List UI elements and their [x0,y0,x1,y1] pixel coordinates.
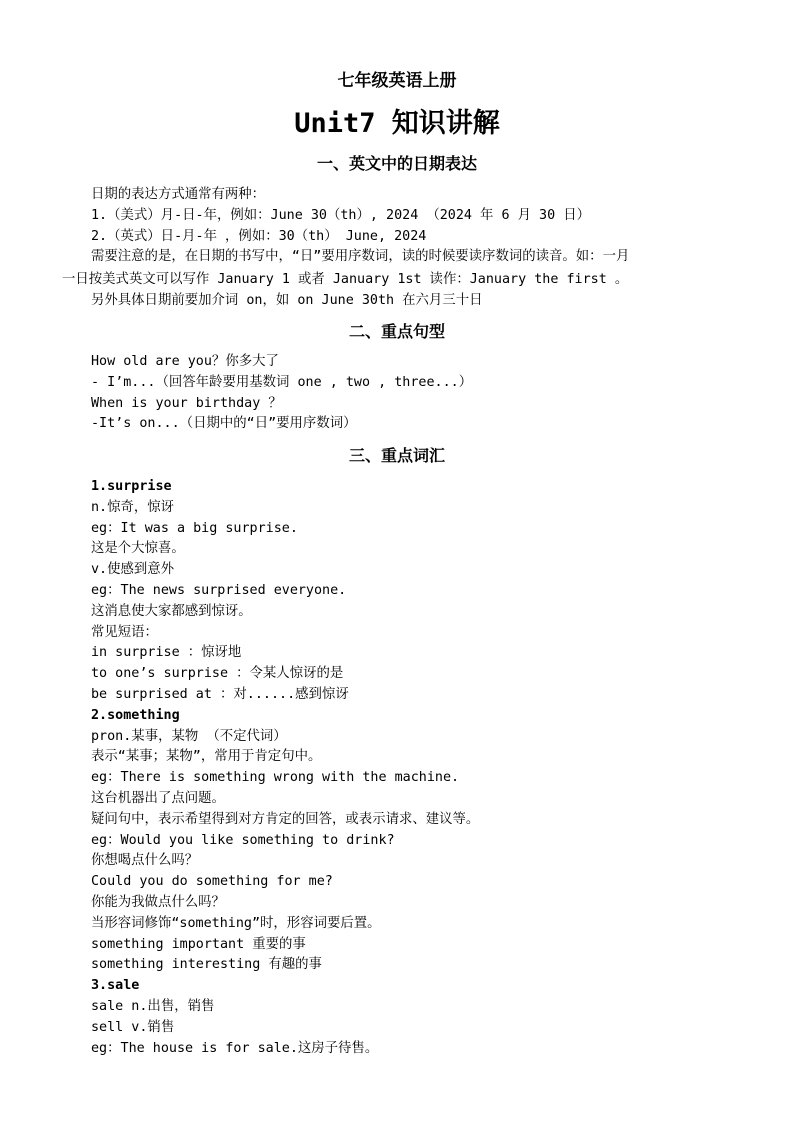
section-heading-dates: 一、英文中的日期表达 [316,154,477,173]
text-line: 你想喝点什么吗？ [91,853,199,869]
section-vocabulary-body [91,477,741,1059]
text-line: sale n.出售，销售 [91,998,215,1014]
text-line: 1.（美式）月-日-年，例如：June 30（th）, 2024 （2024 年 6 月 30 日） [91,207,591,223]
text-line: 需要注意的是，在日期的书写中，“日”要用序数词，读的时候要读序数词的读音。如：一月 [91,249,630,265]
text-line: something interesting 有趣的事 [91,957,322,973]
text-line: something important 重要的事 [91,936,306,952]
text-line: eg：The news surprised everyone. [91,582,347,598]
text-line: v.使感到意外 [91,562,175,578]
text-line: 你能为我做点什么吗？ [91,894,225,910]
text-line: 当形容词修饰“something”时，形容词要后置。 [91,915,381,931]
text-line: 表示“某事；某物”，常用于肯定句中。 [91,749,322,765]
text-line: eg：The house is for sale.这房子待售。 [91,1040,379,1056]
text-line: in surprise ：惊讶地 [91,645,242,661]
unit-title: Unit7 知识讲解 [294,108,500,139]
text-line: - I’m...（回答年龄要用基数词 one , two , three...） [91,374,473,390]
text-line: -It’s on...（日期中的“日”要用序数词） [91,416,357,432]
text-line-wrapped: 一日按美式英文可以写作 January 1 或者 January 1st 读作：January the first 。 [62,272,629,287]
text-line: 疑问句中，表示希望得到对方肯定的回答，或表示请求、建议等。 [91,811,480,827]
text-line: How old are you？你多大了 [91,354,279,369]
text-line: 2.（英式）日-月-年 ，例如：30（th） June, 2024 [91,228,427,244]
text-line: eg：There is something wrong with the machine. [91,770,460,786]
grade-title: 七年级英语上册 [337,71,457,91]
text-line: Could you do something for me? [91,874,333,890]
section-heading-sentences: 二、重点句型 [348,322,445,341]
vocab-term-heading: 2.something [91,707,180,723]
vocab-term-heading: 1.surprise [91,479,172,494]
section-dates-body [91,185,741,268]
text-line: eg：Would you like something to drink? [91,832,395,848]
text-line: pron.某事，某物 （不定代词） [91,728,287,744]
text-line: When is your birthday ？ [91,395,282,411]
section-heading-vocabulary: 三、重点词汇 [348,446,445,465]
text-line: 这台机器出了点问题。 [91,790,225,806]
text-line: 另外具体日期前要加介词 on，如 on June 30th 在六月三十日 [91,293,483,308]
text-line: 日期的表达方式通常有两种： [91,187,266,202]
text-line: be surprised at ：对......感到惊讶 [91,686,349,702]
vocab-term-heading: 3.sale [91,978,140,994]
text-line: to one’s surprise ：令某人惊讶的是 [91,666,344,682]
text-line: 这是个大惊喜。 [91,541,185,557]
text-line: sell v.销售 [91,1019,175,1035]
text-line: eg：It was a big surprise. [91,520,298,536]
text-line: 这消息使大家都感到惊讶。 [91,603,252,619]
text-line: 常见短语： [91,624,158,640]
section-sentences-body [91,352,741,435]
text-line: n.惊奇，惊讶 [91,499,175,515]
